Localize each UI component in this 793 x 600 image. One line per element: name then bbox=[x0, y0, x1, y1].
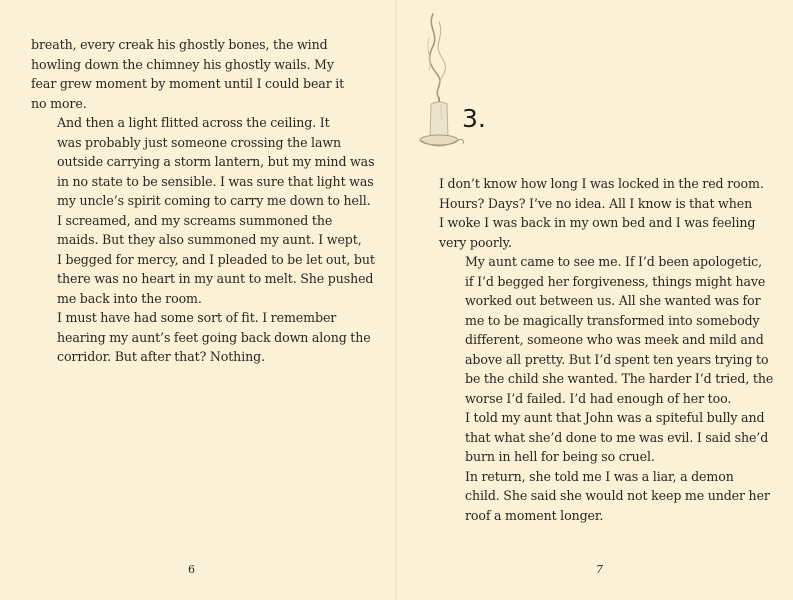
text-line: me to be magically transformed into somebody bbox=[465, 312, 760, 328]
text-line: there was no heart in my aunt to melt. She pushed bbox=[57, 271, 374, 286]
left-page bbox=[0, 0, 396, 600]
text-line: was probably just someone crossing the lawn bbox=[57, 134, 342, 150]
text-line: me back into the room. bbox=[57, 290, 202, 306]
text-line: corridor. But after that? Nothing. bbox=[57, 349, 265, 364]
paragraph bbox=[439, 252, 787, 408]
page-number: 7 bbox=[596, 563, 603, 576]
paragraph bbox=[31, 113, 379, 211]
text-line: very poorly. bbox=[439, 234, 512, 250]
text-line: in no state to be sensible. I was sure that light was bbox=[57, 173, 374, 189]
right-page-text bbox=[439, 174, 787, 525]
text-line: I told my aunt that John was a spiteful bully and bbox=[465, 410, 765, 425]
text-line: Hours? Days? I’ve no idea. All I know is that when bbox=[439, 195, 753, 211]
paragraph bbox=[31, 211, 379, 309]
text-line: no more. bbox=[31, 95, 87, 111]
text-line: different, someone who was meek and mild and bbox=[465, 332, 764, 347]
chapter-number: 3. bbox=[462, 104, 486, 133]
text-line: worse I’d failed. I’d had enough of her too. bbox=[465, 390, 732, 406]
text-line: howling down the chimney his ghostly wails. My bbox=[31, 56, 334, 72]
text-line: fear grew moment by moment until I could bear it bbox=[31, 76, 345, 91]
text-line: And then a light flitted across the ceiling. It bbox=[57, 115, 330, 130]
paragraph bbox=[439, 408, 787, 467]
text-line: above all pretty. But I’d spent ten years trying to bbox=[465, 351, 769, 367]
text-line: In return, she told me I was a liar, a demon bbox=[465, 468, 734, 484]
paragraph bbox=[31, 35, 379, 113]
text-line: burn in hell for being so cruel. bbox=[465, 449, 655, 464]
text-line: I must have had some sort of fit. I remember bbox=[57, 310, 337, 325]
text-line: I don’t know how long I was locked in the red room. bbox=[439, 176, 764, 191]
right-page bbox=[397, 0, 793, 600]
text-line: that what she’d done to me was evil. I said she’d bbox=[465, 429, 769, 445]
text-line: roof a moment longer. bbox=[465, 507, 604, 523]
text-line: breath, every creak his ghostly bones, the wind bbox=[31, 37, 328, 52]
text-line: worked out between us. All she wanted was for bbox=[465, 293, 761, 308]
text-line: my uncle’s spirit coming to carry me down to hell. bbox=[57, 193, 371, 208]
page-number: 6 bbox=[188, 563, 195, 576]
text-line: outside carrying a storm lantern, but my mind was bbox=[57, 154, 375, 169]
paragraph bbox=[439, 174, 787, 252]
paragraph bbox=[439, 467, 787, 526]
text-line: if I’d begged her forgiveness, things might have bbox=[465, 273, 766, 289]
text-line: I woke I was back in my own bed and I was feeling bbox=[439, 215, 756, 230]
text-line: hearing my aunt’s feet going back down along the bbox=[57, 329, 371, 345]
text-line: My aunt came to see me. If I’d been apologetic, bbox=[465, 254, 762, 269]
text-line: I screamed, and my screams summoned the bbox=[57, 212, 333, 228]
candle-icon bbox=[419, 12, 467, 154]
left-page-text bbox=[31, 35, 379, 367]
text-line: be the child she wanted. The harder I’d tried, the bbox=[465, 371, 774, 386]
text-line: I begged for mercy, and I pleaded to be let out, but bbox=[57, 251, 375, 267]
text-line: maids. But they also summoned my aunt. I wept, bbox=[57, 232, 362, 247]
paragraph bbox=[31, 308, 379, 367]
text-line: child. She said she would not keep me under her bbox=[465, 488, 770, 503]
